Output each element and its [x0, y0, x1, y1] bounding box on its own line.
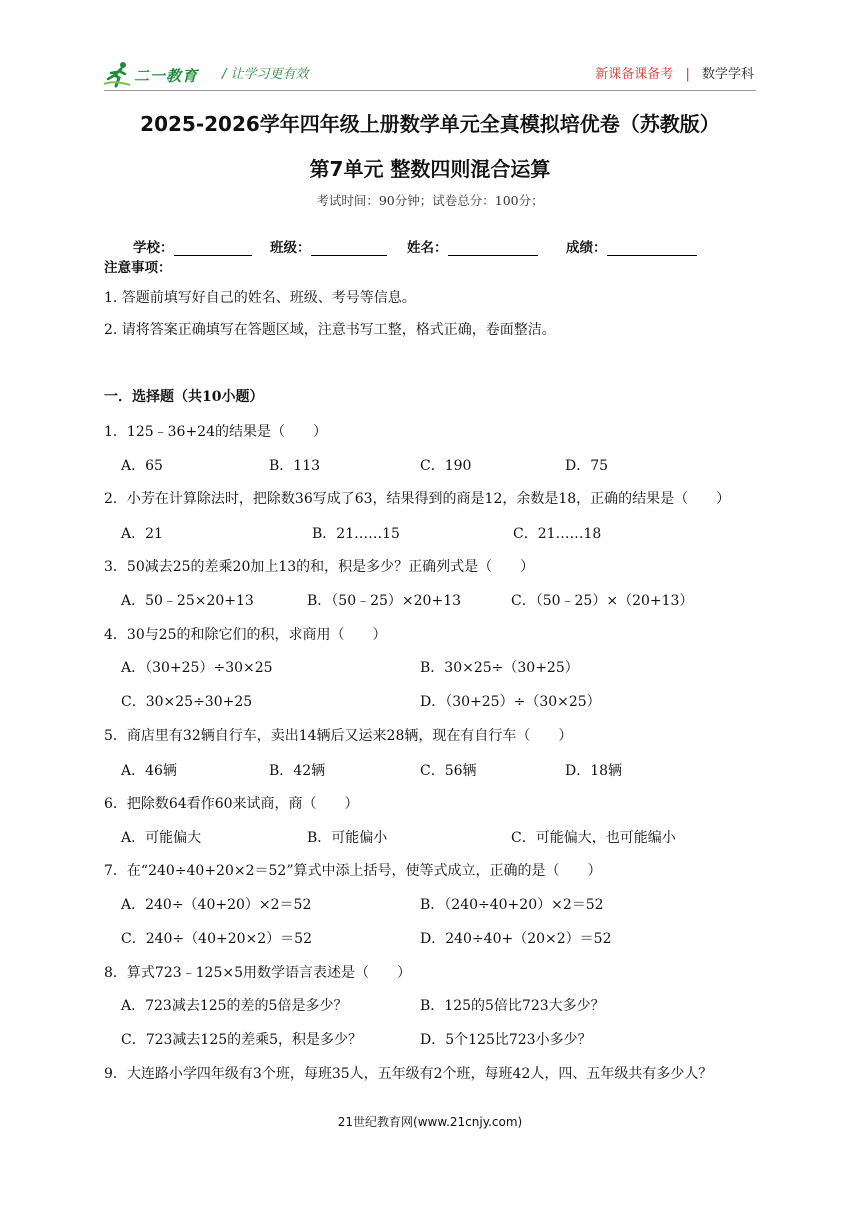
- option-c[interactable]: C．（50﹣25）×（20+13）: [511, 593, 694, 609]
- option-b[interactable]: B．（240÷40+20）×2＝52: [420, 897, 604, 913]
- school-label: 学校：: [133, 240, 174, 256]
- question-stem: 4．30与25的和除它们的积，求商用（ ）: [104, 627, 387, 643]
- score-field: [566, 236, 697, 256]
- option-b[interactable]: B．（50﹣25）×20+13: [307, 593, 462, 609]
- header-course-label: 新课备课备考: [595, 67, 674, 82]
- option-d[interactable]: D．18辆: [565, 763, 623, 779]
- brand-logo: [104, 60, 214, 88]
- option-d[interactable]: D．75: [565, 458, 609, 474]
- question-stem: 3．50减去25的差乘20加上13的和，积是多少？正确列式是（ ）: [104, 559, 535, 575]
- question-stem: 6．把除数64看作60来试商，商（ ）: [104, 796, 359, 812]
- option-c[interactable]: C．21……18: [513, 526, 602, 542]
- question-stem: 9．大连路小学四年级有3个班，每班35人，五年级有2个班，每班42人，四、五年级共有多少人？: [104, 1066, 713, 1082]
- question-stem: 2．小芳在计算除法时，把除数36写成了63，结果得到的商是12，余数是18，正确的结果是（ ）: [104, 491, 731, 507]
- option-a[interactable]: A．240÷（40+20）×2＝52: [121, 897, 312, 913]
- brand-slogan: / 让学习更有效: [222, 67, 309, 82]
- section-heading: 一．选择题（共10小题）: [104, 389, 264, 405]
- option-d[interactable]: D．5个125比723小多少？: [420, 1032, 592, 1048]
- header-right: [595, 63, 754, 82]
- question-stem: 8．算式723﹣125×5用数学语言表述是（ ）: [104, 965, 411, 981]
- header-subject: 数学学科: [701, 67, 754, 82]
- option-c[interactable]: C．56辆: [420, 763, 477, 779]
- option-b[interactable]: B．42辆: [269, 763, 326, 779]
- brand-name: 二一教育: [134, 67, 199, 85]
- score-blank: [607, 241, 697, 256]
- header-divider: [104, 90, 756, 91]
- note-item: 2. 请将答案正确填写在答题区域，注意书写工整，格式正确，卷面整洁。: [104, 322, 556, 338]
- question-stem: 5．商店里有32辆自行车，卖出14辆后又运来28辆，现在有自行车（ ）: [104, 728, 573, 744]
- name-label: 姓名：: [407, 240, 448, 256]
- option-a[interactable]: A．46辆: [121, 763, 177, 779]
- runner-logo-icon: [104, 60, 132, 88]
- score-label: 成绩：: [566, 240, 607, 256]
- option-b[interactable]: B．可能偏小: [307, 830, 388, 846]
- option-a[interactable]: A．50﹣25×20+13: [121, 593, 254, 609]
- page-footer: 21世纪教育网(www.21cnjy.com): [337, 1115, 523, 1129]
- school-field: [133, 236, 252, 256]
- option-c[interactable]: C．723减去125的差乘5，积是多少？: [121, 1032, 363, 1048]
- option-c[interactable]: C．240÷（40+20×2）＝52: [121, 931, 312, 947]
- option-a[interactable]: A．可能偏大: [121, 830, 202, 846]
- option-a[interactable]: A．（30+25）÷30×25: [121, 660, 273, 676]
- name-blank: [448, 241, 538, 256]
- notes-heading: 注意事项：: [104, 260, 172, 276]
- page-title: 2025-2026学年四年级上册数学单元全真模拟培优卷（苏教版）: [140, 112, 720, 136]
- class-blank: [311, 241, 387, 256]
- option-a[interactable]: A．21: [121, 526, 163, 542]
- name-field: [407, 236, 538, 256]
- option-c[interactable]: C．30×25÷30+25: [121, 694, 253, 710]
- option-b[interactable]: B．125的5倍比723大多少？: [420, 998, 605, 1014]
- option-d[interactable]: D．（30+25）÷（30×25）: [420, 694, 601, 710]
- option-c[interactable]: C．190: [420, 458, 472, 474]
- class-field: [270, 236, 387, 256]
- option-a[interactable]: A．723减去125的差的5倍是多少？: [121, 998, 348, 1014]
- option-c[interactable]: C．可能偏大，也可能编小: [511, 830, 676, 846]
- option-d[interactable]: D．240÷40+（20×2）＝52: [420, 931, 612, 947]
- question-stem: 1．125﹣36+24的结果是（ ）: [104, 424, 327, 440]
- option-a[interactable]: A．65: [121, 458, 163, 474]
- class-label: 班级：: [270, 240, 311, 256]
- school-blank: [174, 241, 252, 256]
- question-stem: 7．在“240÷40+20×2＝52”算式中添上括号，使等式成立，正确的是（ ）: [104, 863, 602, 879]
- option-b[interactable]: B．21……15: [312, 526, 400, 542]
- header-separator: |: [685, 67, 690, 82]
- exam-info: 考试时间：90分钟；试卷总分：100分；: [316, 193, 544, 208]
- page-subtitle: 第7单元 整数四则混合运算: [309, 157, 551, 181]
- option-b[interactable]: B．30×25÷（30+25）: [420, 660, 579, 676]
- note-item: 1. 答题前填写好自己的姓名、班级、考号等信息。: [104, 290, 416, 306]
- option-b[interactable]: B．113: [269, 458, 321, 474]
